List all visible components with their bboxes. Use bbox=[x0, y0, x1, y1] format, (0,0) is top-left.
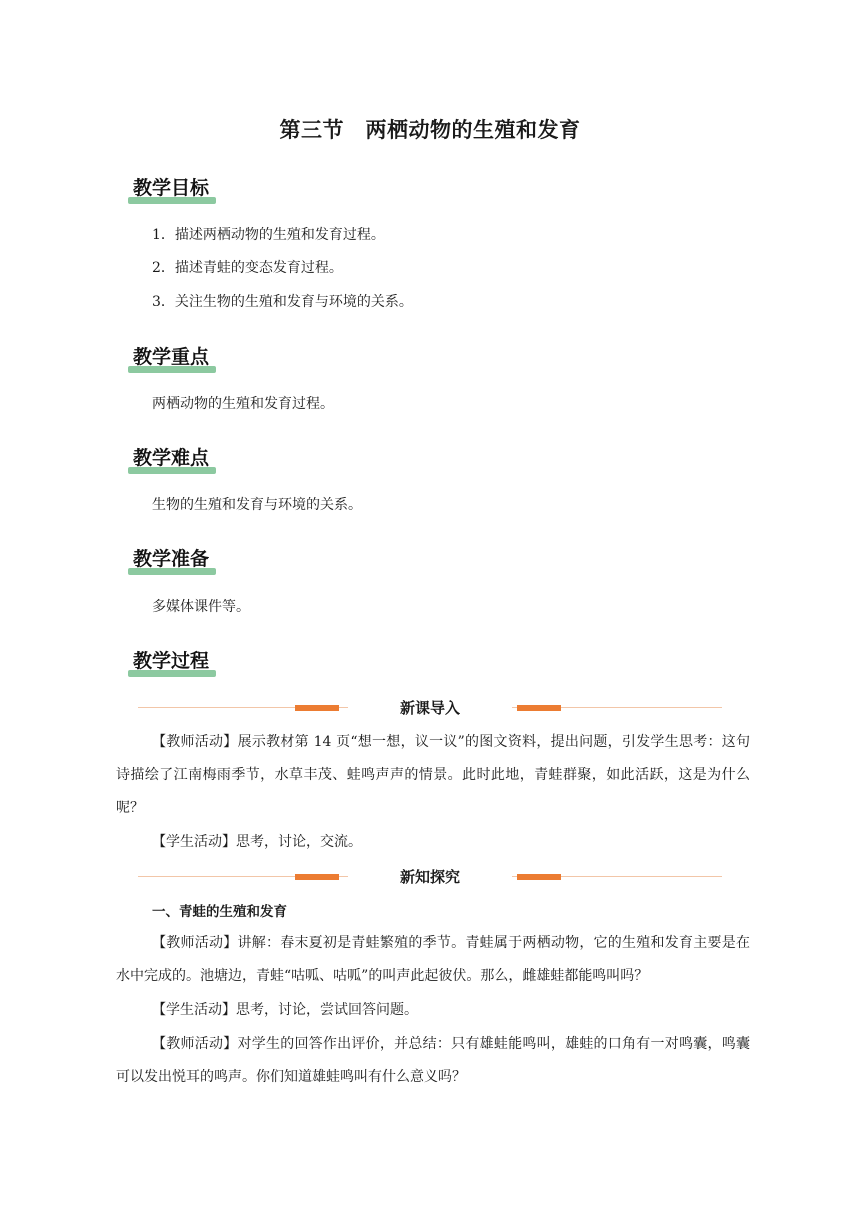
divider-block-right bbox=[517, 874, 561, 880]
divider-label: 新知探究 bbox=[348, 867, 512, 887]
section-heading-key-points bbox=[128, 345, 209, 375]
section-heading-label: 教学过程 bbox=[133, 650, 210, 672]
divider-label: 新课导入 bbox=[348, 698, 512, 718]
paragraph-teacher-activity-1: 【教师活动】讲解：春末夏初是青蛙繁殖的季节。青蛙属于两栖动物，它的生殖和发育主要是在水中完成的。池塘边，青蛙“咕呱、咕呱”的叫声此起彼伏。那么，雌雄蛙都能鸣叫吗？ bbox=[116, 935, 750, 984]
section-heading-label: 教学准备 bbox=[133, 548, 210, 570]
section-heading-objectives bbox=[128, 176, 209, 206]
key-points-text: 两栖动物的生殖和发育过程。 bbox=[152, 396, 334, 412]
section-heading-label: 教学难点 bbox=[133, 447, 210, 469]
paragraph-teacher-activity-2: 【教师活动】对学生的回答作出评价，并总结：只有雄蛙能鸣叫，雄蛙的口角有一对鸣囊，鸣囊可以发出悦耳的鸣声。你们知道雄蛙鸣叫有什么意义吗？ bbox=[116, 1036, 750, 1085]
section-heading-label: 教学目标 bbox=[133, 177, 210, 199]
section-heading-process bbox=[128, 649, 209, 679]
section-heading-preparation bbox=[128, 547, 209, 577]
subheading-frog-reproduction: 一、青蛙的生殖和发育 bbox=[152, 904, 287, 920]
paragraph-student-activity-1: 【学生活动】思考，讨论，尝试回答问题。 bbox=[152, 1002, 418, 1018]
divider-block-left bbox=[295, 705, 339, 711]
objective-item: 3．关注生物的生殖和发育与环境的关系。 bbox=[152, 294, 413, 310]
section-divider-explore bbox=[138, 867, 722, 887]
section-heading-label: 教学重点 bbox=[133, 346, 210, 368]
objective-item: 2．描述青蛙的变态发育过程。 bbox=[152, 260, 343, 276]
difficulties-text: 生物的生殖和发育与环境的关系。 bbox=[152, 497, 362, 513]
objective-item: 1．描述两栖动物的生殖和发育过程。 bbox=[152, 227, 385, 243]
section-heading-difficulties bbox=[128, 446, 209, 476]
paragraph-teacher-activity-intro: 【教师活动】展示教材第 14 页“想一想，议一议”的图文资料，提出问题，引发学生思考：这句诗描绘了江南梅雨季节，水草丰茂、蛙鸣声声的情景。此时此地，青蛙群聚，如此活跃，这是为什么呢？ bbox=[116, 734, 750, 816]
paragraph-student-activity-intro: 【学生活动】思考，讨论，交流。 bbox=[152, 834, 362, 850]
divider-block-right bbox=[517, 705, 561, 711]
section-divider-intro bbox=[138, 698, 722, 718]
preparation-text: 多媒体课件等。 bbox=[152, 599, 250, 615]
divider-block-left bbox=[295, 874, 339, 880]
page-title: 第三节 两栖动物的生殖和发育 bbox=[279, 118, 581, 142]
